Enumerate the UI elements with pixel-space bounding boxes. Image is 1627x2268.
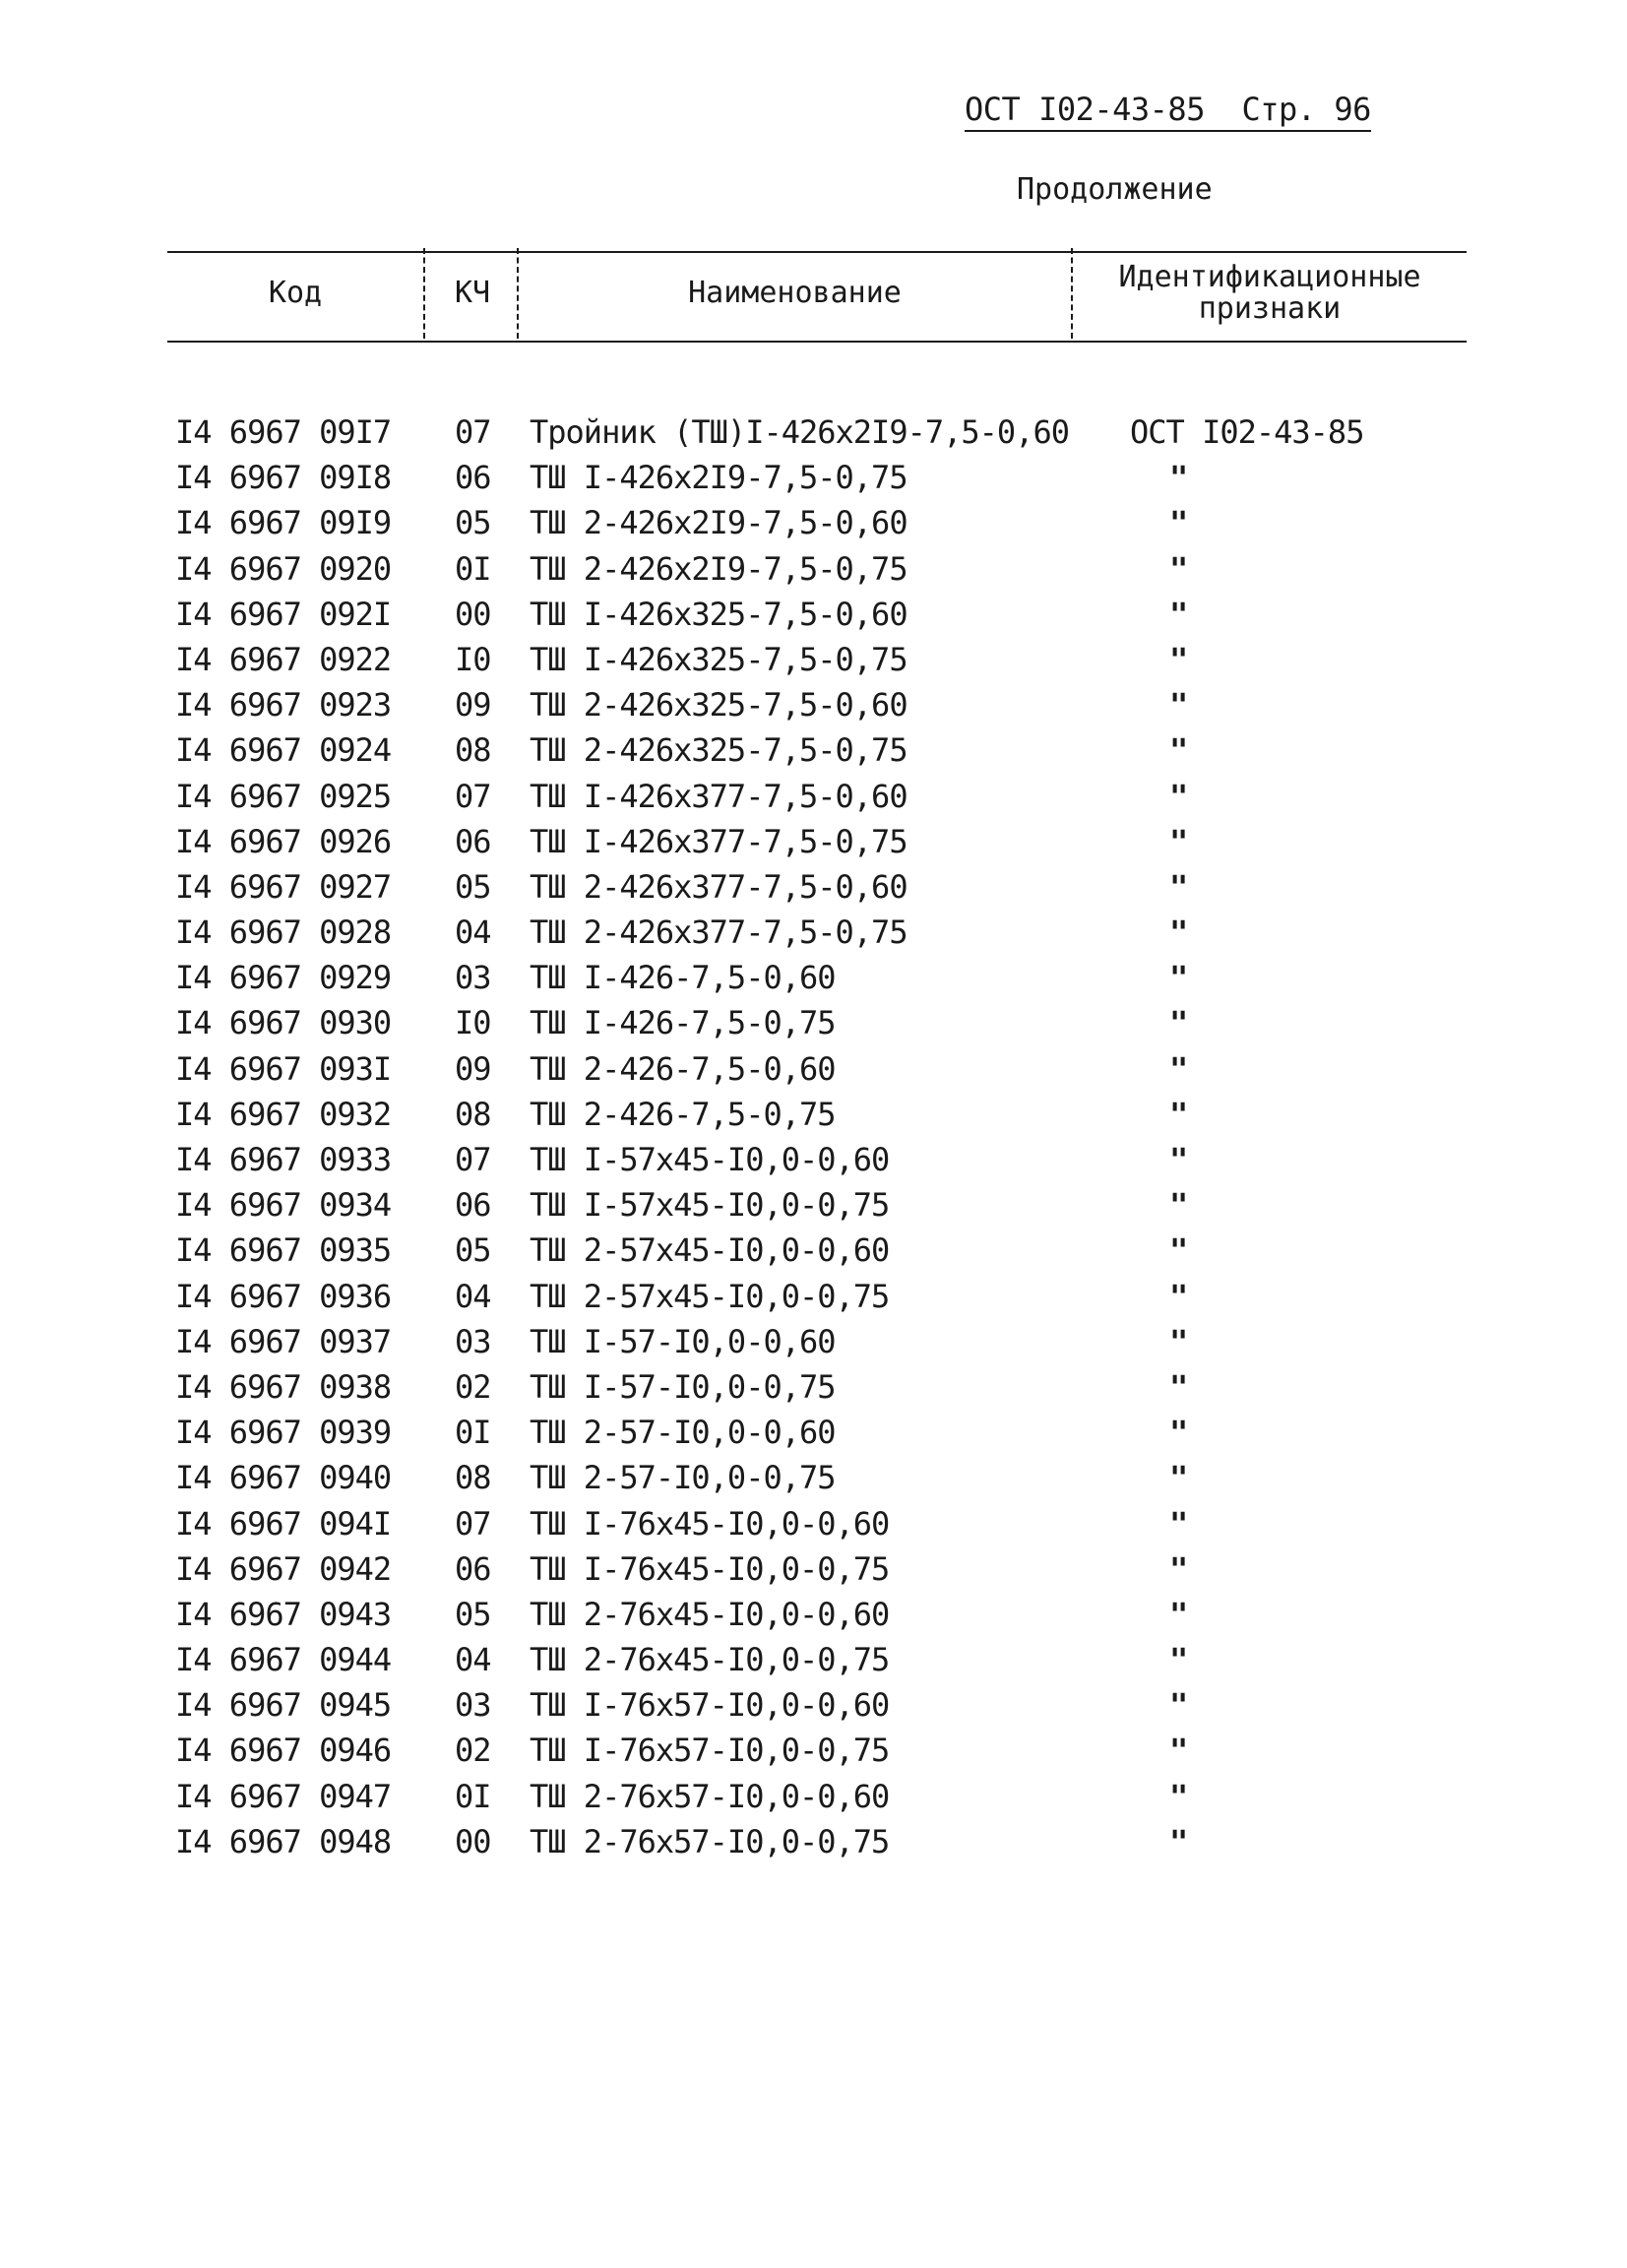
- cell-kch: I0: [455, 1004, 491, 1042]
- table-row: [0, 1678, 1627, 1724]
- table-row: [0, 724, 1627, 769]
- cell-identification: ": [1169, 1732, 1188, 1770]
- cell-code: I4 6967 0944: [175, 1641, 392, 1679]
- cell-code: I4 6967 0928: [175, 914, 392, 952]
- cell-name: ТШ I-57x45-I0,0-0,60: [530, 1141, 890, 1178]
- cell-name: ТШ I-426x377-7,5-0,75: [530, 822, 907, 860]
- cell-name: ТШ 2-76x45-I0,0-0,60: [530, 1595, 890, 1633]
- cell-name: ТШ 2-426x325-7,5-0,60: [530, 686, 907, 724]
- cell-name: ТШ 2-57-I0,0-0,75: [530, 1459, 836, 1497]
- cell-kch: 0I: [455, 1777, 491, 1815]
- cell-identification: ": [1169, 1277, 1188, 1315]
- continuation-label: Продолжение: [1017, 172, 1213, 207]
- table-row: [0, 1178, 1627, 1224]
- cell-kch: 08: [455, 1459, 491, 1497]
- cell-kch: 07: [455, 1504, 491, 1543]
- table-row: [0, 588, 1627, 633]
- cell-name: ТШ I-426x377-7,5-0,60: [530, 777, 907, 815]
- cell-identification: ": [1169, 1595, 1188, 1633]
- cell-kch: 03: [455, 1686, 491, 1725]
- cell-kch: 0I: [455, 549, 491, 588]
- standard-number: ОСТ I02-43-85: [965, 91, 1205, 128]
- table-row: [0, 1042, 1627, 1088]
- cell-identification: ": [1169, 1777, 1188, 1815]
- cell-name: ТШ I-57-I0,0-0,75: [530, 1367, 836, 1406]
- cell-kch: 05: [455, 1231, 491, 1270]
- table-row: [0, 1224, 1627, 1269]
- cell-kch: I0: [455, 640, 491, 678]
- cell-code: I4 6967 0932: [175, 1095, 392, 1133]
- cell-identification: ": [1169, 1231, 1188, 1270]
- cell-identification: ": [1169, 459, 1188, 497]
- cell-kch: 07: [455, 777, 491, 815]
- table-row: [0, 906, 1627, 951]
- cell-identification: ": [1169, 1367, 1188, 1406]
- cell-identification: ": [1169, 914, 1188, 952]
- cell-kch: 07: [455, 413, 491, 451]
- cell-name: ТШ 2-57-I0,0-0,60: [530, 1414, 836, 1452]
- cell-code: I4 6967 0938: [175, 1367, 392, 1406]
- cell-identification: ": [1169, 1095, 1188, 1133]
- cell-kch: 07: [455, 1141, 491, 1178]
- cell-code: I4 6967 0943: [175, 1595, 392, 1633]
- cell-identification: ": [1169, 1686, 1188, 1725]
- cell-kch: 06: [455, 822, 491, 860]
- table-row: [0, 815, 1627, 860]
- cell-identification: ": [1169, 867, 1188, 906]
- cell-name: ТШ I-76x57-I0,0-0,75: [530, 1732, 890, 1770]
- cell-name: ТШ I-76x57-I0,0-0,60: [530, 1686, 890, 1725]
- cell-identification: ": [1169, 1004, 1188, 1042]
- table-row: [0, 951, 1627, 996]
- table-row: [0, 1588, 1627, 1633]
- cell-identification: ": [1169, 1459, 1188, 1497]
- cell-name: ТШ 2-426x2I9-7,5-0,60: [530, 504, 907, 542]
- cell-kch: 05: [455, 867, 491, 906]
- cell-kch: 08: [455, 731, 491, 770]
- table-row: [0, 542, 1627, 588]
- table-row: [0, 1633, 1627, 1678]
- cell-identification: ОСТ I02-43-85: [1130, 413, 1364, 451]
- cell-name: ТШ 2-76x45-I0,0-0,75: [530, 1641, 890, 1679]
- cell-name: ТШ 2-76x57-I0,0-0,60: [530, 1777, 890, 1815]
- table-header-bottom-rule: [167, 341, 1467, 343]
- cell-name: ТШ I-57-I0,0-0,60: [530, 1322, 836, 1360]
- cell-identification: ": [1169, 959, 1188, 997]
- cell-code: I4 6967 094I: [175, 1504, 392, 1543]
- cell-kch: 02: [455, 1732, 491, 1770]
- cell-code: I4 6967 0925: [175, 777, 392, 815]
- cell-identification: ": [1169, 686, 1188, 724]
- cell-identification: ": [1169, 777, 1188, 815]
- table-row: [0, 633, 1627, 678]
- cell-code: I4 6967 0934: [175, 1186, 392, 1225]
- cell-kch: 03: [455, 959, 491, 997]
- cell-code: I4 6967 0923: [175, 686, 392, 724]
- table-row: [0, 1360, 1627, 1406]
- cell-identification: ": [1169, 1504, 1188, 1543]
- column-separator: [517, 248, 519, 339]
- table-row: [0, 1133, 1627, 1178]
- cell-kch: 00: [455, 595, 491, 633]
- table-row: [0, 996, 1627, 1041]
- cell-identification: ": [1169, 1049, 1188, 1088]
- cell-code: I4 6967 0929: [175, 959, 392, 997]
- cell-code: I4 6967 0935: [175, 1231, 392, 1270]
- cell-kch: 06: [455, 1186, 491, 1225]
- cell-name: ТШ 2-76x57-I0,0-0,75: [530, 1822, 890, 1860]
- cell-code: I4 6967 0920: [175, 549, 392, 588]
- cell-identification: ": [1169, 1641, 1188, 1679]
- cell-code: I4 6967 0946: [175, 1732, 392, 1770]
- cell-identification: ": [1169, 1141, 1188, 1178]
- cell-code: I4 6967 092I: [175, 595, 392, 633]
- cell-identification: ": [1169, 1322, 1188, 1360]
- cell-code: I4 6967 0939: [175, 1414, 392, 1452]
- cell-name: ТШ I-57x45-I0,0-0,75: [530, 1186, 890, 1225]
- table-row: [0, 1270, 1627, 1315]
- table-row: [0, 1770, 1627, 1815]
- cell-kch: 06: [455, 459, 491, 497]
- column-header-name: Наименование: [688, 276, 902, 310]
- cell-name: ТШ 2-57x45-I0,0-0,75: [530, 1277, 890, 1315]
- cell-identification: ": [1169, 549, 1188, 588]
- cell-kch: 03: [455, 1322, 491, 1360]
- cell-identification: ": [1169, 1186, 1188, 1225]
- cell-code: I4 6967 0940: [175, 1459, 392, 1497]
- cell-name: ТШ I-426-7,5-0,75: [530, 1004, 836, 1042]
- table-row: [0, 1451, 1627, 1496]
- table-row: [0, 860, 1627, 906]
- cell-name: ТШ 2-426x377-7,5-0,60: [530, 867, 907, 906]
- cell-code: I4 6967 0926: [175, 822, 392, 860]
- cell-code: I4 6967 0947: [175, 1777, 392, 1815]
- table-row: [0, 406, 1627, 451]
- cell-name: ТШ I-426x325-7,5-0,75: [530, 640, 907, 678]
- table-row: [0, 1406, 1627, 1451]
- column-header-identification: [1073, 262, 1467, 325]
- cell-code: I4 6967 0927: [175, 867, 392, 906]
- table-row: [0, 1315, 1627, 1360]
- cell-identification: ": [1169, 1822, 1188, 1860]
- cell-kch: 00: [455, 1822, 491, 1860]
- cell-name: ТШ I-426x2I9-7,5-0,75: [530, 459, 907, 497]
- cell-kch: 08: [455, 1095, 491, 1133]
- cell-name: ТШ 2-426-7,5-0,75: [530, 1095, 836, 1133]
- cell-code: I4 6967 0936: [175, 1277, 392, 1315]
- cell-name: ТШ I-76x45-I0,0-0,60: [530, 1504, 890, 1543]
- table-row: [0, 1088, 1627, 1133]
- cell-kch: 05: [455, 504, 491, 542]
- cell-kch: 09: [455, 1049, 491, 1088]
- cell-name: ТШ I-426-7,5-0,60: [530, 959, 836, 997]
- cell-identification: ": [1169, 1414, 1188, 1452]
- cell-code: I4 6967 09I7: [175, 413, 392, 451]
- table-row: [0, 1543, 1627, 1588]
- cell-name: ТШ 2-426-7,5-0,60: [530, 1049, 836, 1088]
- table-row: [0, 678, 1627, 724]
- cell-kch: 09: [455, 686, 491, 724]
- table-row: [0, 1497, 1627, 1543]
- table-row: [0, 770, 1627, 815]
- cell-kch: 04: [455, 914, 491, 952]
- table-row: [0, 496, 1627, 541]
- cell-name: Тройник (ТШ)I-426x2I9-7,5-0,60: [530, 413, 1069, 451]
- column-separator: [423, 248, 425, 339]
- cell-identification: ": [1169, 595, 1188, 633]
- cell-kch: 05: [455, 1595, 491, 1633]
- cell-kch: 04: [455, 1277, 491, 1315]
- cell-name: ТШ 2-426x2I9-7,5-0,75: [530, 549, 907, 588]
- cell-code: I4 6967 0922: [175, 640, 392, 678]
- cell-kch: 02: [455, 1367, 491, 1406]
- cell-code: I4 6967 09I8: [175, 459, 392, 497]
- cell-name: ТШ 2-426x377-7,5-0,75: [530, 914, 907, 952]
- cell-name: ТШ I-76x45-I0,0-0,75: [530, 1549, 890, 1588]
- cell-code: I4 6967 0937: [175, 1322, 392, 1360]
- column-header-code: Код: [268, 276, 323, 310]
- cell-name: ТШ I-426x325-7,5-0,60: [530, 595, 907, 633]
- cell-kch: 04: [455, 1641, 491, 1679]
- cell-name: ТШ 2-426x325-7,5-0,75: [530, 731, 907, 770]
- cell-code: I4 6967 093I: [175, 1049, 392, 1088]
- cell-code: I4 6967 0942: [175, 1549, 392, 1588]
- table-row: [0, 1815, 1627, 1860]
- cell-code: I4 6967 0945: [175, 1686, 392, 1725]
- cell-identification: ": [1169, 504, 1188, 542]
- cell-identification: ": [1169, 822, 1188, 860]
- table-row: [0, 1724, 1627, 1769]
- page-header: [965, 91, 1371, 132]
- cell-kch: 0I: [455, 1414, 491, 1452]
- cell-identification: ": [1169, 1549, 1188, 1588]
- cell-code: I4 6967 0933: [175, 1141, 392, 1178]
- table-row: [0, 451, 1627, 496]
- cell-identification: ": [1169, 640, 1188, 678]
- cell-code: I4 6967 09I9: [175, 504, 392, 542]
- cell-code: I4 6967 0930: [175, 1004, 392, 1042]
- page-number: Стр. 96: [1241, 91, 1371, 128]
- cell-code: I4 6967 0924: [175, 731, 392, 770]
- cell-kch: 06: [455, 1549, 491, 1588]
- cell-identification: ": [1169, 731, 1188, 770]
- table-top-rule: [167, 251, 1467, 253]
- column-header-identification-text: Идентификационные признаки: [1118, 260, 1421, 326]
- table-body: [0, 406, 1627, 1860]
- cell-name: ТШ 2-57x45-I0,0-0,60: [530, 1231, 890, 1270]
- column-header-kch: КЧ: [454, 276, 491, 310]
- cell-code: I4 6967 0948: [175, 1822, 392, 1860]
